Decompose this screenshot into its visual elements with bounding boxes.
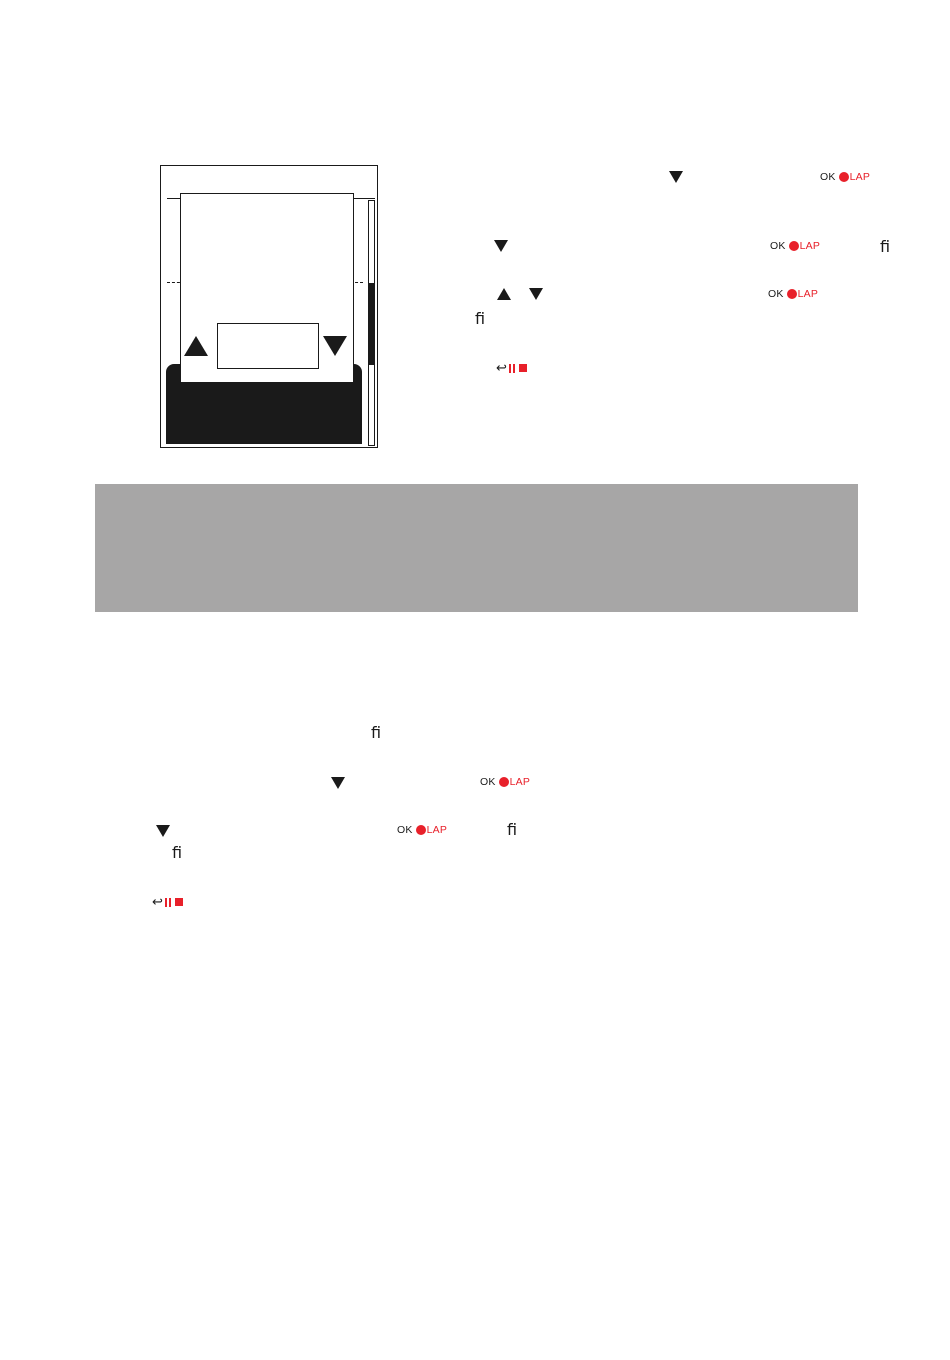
lap-label: LAP	[797, 288, 819, 300]
fi-ligature: ﬁ	[172, 843, 183, 862]
record-dot-icon	[839, 172, 849, 182]
ok-lap-button-icon	[768, 288, 818, 300]
ok-label: OK	[770, 240, 786, 252]
stop-square-icon	[519, 364, 527, 372]
scrollbar-thumb	[369, 283, 374, 365]
ok-label: OK	[768, 288, 784, 300]
ok-lap-button-icon	[480, 776, 530, 788]
stop-square-icon	[175, 898, 183, 906]
ok-label: OK	[397, 824, 413, 836]
record-dot-icon	[787, 289, 797, 299]
fi-ligature: ﬁ	[371, 723, 382, 742]
lap-label: LAP	[509, 776, 531, 788]
dialog-box	[180, 193, 354, 383]
ok-label: OK	[480, 776, 496, 788]
ok-label: OK	[820, 171, 836, 183]
pause-bar-icon	[513, 364, 515, 373]
lap-label: LAP	[799, 240, 821, 252]
back-pause-stop-button-icon	[496, 362, 527, 374]
down-button-icon	[331, 777, 345, 789]
record-dot-icon	[416, 825, 426, 835]
down-arrow-icon	[323, 336, 347, 356]
up-button-icon	[497, 288, 511, 300]
down-button-icon	[494, 240, 508, 252]
pause-bar-icon	[509, 364, 511, 373]
back-arrow-icon: ↩	[496, 360, 507, 375]
ok-lap-button-icon	[397, 824, 447, 836]
down-button-icon	[529, 288, 543, 300]
fi-ligature: ﬁ	[475, 309, 486, 328]
lap-label: LAP	[849, 171, 871, 183]
ok-lap-button-icon	[770, 240, 820, 252]
up-arrow-icon	[184, 336, 208, 356]
scrollbar-track	[368, 200, 375, 446]
down-button-icon	[156, 825, 170, 837]
pause-bar-icon	[165, 898, 167, 907]
down-button-icon	[669, 171, 683, 183]
device-screen-illustration	[160, 165, 378, 448]
fi-ligature: ﬁ	[880, 237, 891, 256]
record-dot-icon	[499, 777, 509, 787]
note-box	[95, 484, 858, 612]
back-pause-stop-button-icon	[152, 896, 183, 908]
pause-bar-icon	[169, 898, 171, 907]
value-box	[217, 323, 319, 369]
fi-ligature: ﬁ	[507, 820, 518, 839]
lap-label: LAP	[426, 824, 448, 836]
back-arrow-icon: ↩	[152, 894, 163, 909]
record-dot-icon	[789, 241, 799, 251]
ok-lap-button-icon	[820, 171, 870, 183]
